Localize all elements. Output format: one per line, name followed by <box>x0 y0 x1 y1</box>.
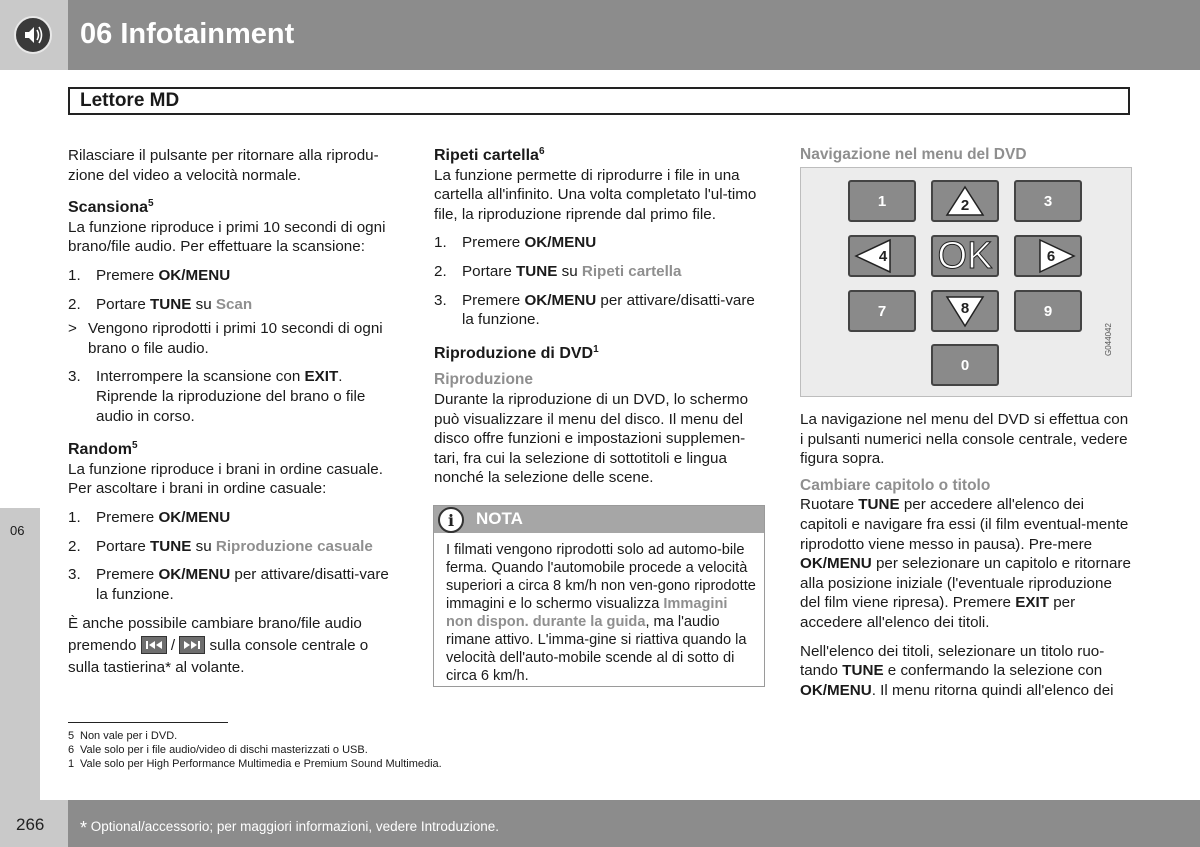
section-frame <box>68 87 1130 115</box>
scan-step-2: 2. Portare TUNE su Scan <box>68 295 253 313</box>
intro-paragraph: Rilasciare il pulsante per ritornare alla riprodu-zione del video a velocità normale. <box>68 147 379 184</box>
key-4-left: 4 <box>848 235 916 277</box>
key-6-right: 6 <box>1014 235 1082 277</box>
scan-substep: > Vengono riprodotti i primi 10 secondi di ogni brano o file audio. <box>68 320 383 357</box>
titles-text: Nell'elenco dei titoli, selezionare un titolo ruo-tando TUNE e confermando la selezione con OK/MENU. Il menu ritorna quindi all'elenco dei <box>800 642 1114 699</box>
random-text: La funzione riproduce i brani in ordine casuale. Per ascoltare i brani in ordine casuale: <box>68 460 383 498</box>
key-7: 7 <box>848 290 916 332</box>
change-text: Ruotare TUNE per accedere all'elenco dei capitoli e navigare fra essi (il film eventual-mente riprodotto viene messo in pausa). Pre-mere OK/MENU per selezionare un capitolo e ritornare alla posizione iniziale (l'eventuale riproduzione del film viene ripresa). Premere EXIT per accedere all'elenco dei titoli. <box>800 496 1131 631</box>
repeat-step-1: 1. Premere OK/MENU <box>434 234 597 252</box>
footnote-5: 5 Non vale per i DVD. <box>68 730 178 742</box>
nav-text: La navigazione nel menu del DVD si effettua con i pulsanti numerici nella console centrale, vedere figura sopra. <box>800 411 1129 468</box>
footer-note: * Optional/accessorio; per maggiori informazioni, vedere Introduzione. <box>80 818 499 838</box>
chapter-title: 06 Infotainment <box>80 18 295 50</box>
key-1: 1 <box>848 180 916 222</box>
footnote-rule <box>68 722 228 723</box>
repeat-step-3: 3. Premere OK/MENU per attivare/disatti-vare la funzione. <box>434 291 755 329</box>
speaker-icon <box>14 16 52 54</box>
key-9: 9 <box>1014 290 1082 332</box>
chapter-tab-label: 06 <box>10 523 25 538</box>
key-8-down: 8 <box>931 290 999 332</box>
scan-text: La funzione riproduce i primi 10 secondi di ogni brano/file audio. Per effettuare la scansione: <box>68 218 386 256</box>
footnote-6: 6 Vale solo per i file audio/video di dischi masterizzati o USB. <box>68 744 368 756</box>
key-2-up: 2 <box>931 180 999 222</box>
column-3 <box>800 410 1135 700</box>
random-step-2: 2. Portare TUNE su Riproduzione casuale <box>68 537 373 555</box>
scan-step-1: 1. Premere OK/MENU <box>68 266 231 284</box>
key-ok: OK <box>931 235 999 277</box>
footnote-1: 1 Vale solo per High Performance Multimedia e Premium Sound Multimedia. <box>68 758 442 770</box>
random-step-3: 3. Premere OK/MENU per attivare/disatti-vare la funzione. <box>68 566 389 603</box>
nav-heading: Navigazione nel menu del DVD <box>800 146 1027 163</box>
dvd-text: Durante la riproduzione di un DVD, lo schermo può visualizzare il menu del disco. Il menu del disco offre funzioni e impostazioni supplemen-tari, fra cui la selezione di sottotitoli e lingua nonché la selezione delle scene. <box>434 390 749 487</box>
skip-paragraph: È anche possibile cambiare brano/file audio premendo / sulla console centrale o sulla tastierina* al volante. <box>68 615 369 677</box>
page-number: 266 <box>16 815 45 834</box>
repeat-step-2: 2. Portare TUNE su Ripeti cartella <box>434 262 682 280</box>
section-title: Lettore MD <box>80 90 180 111</box>
note-text: I filmati vengono riprodotti solo ad automo-bile ferma. Quando l'automobile procede a velocità superiori a circa 8 km/h non ven-gono riprodotte immagini e lo schermo visualizza Immagini non dispon. durante la guida, ma l'audio rimane attivo. L'imma-gine si riattiva quando la velocità dell'auto-mobile scende al di sotto di circa 6 km/h. <box>446 542 756 684</box>
change-heading: Cambiare capitolo o titolo <box>800 476 991 494</box>
figure-code: G044042 <box>1104 323 1113 356</box>
repeat-heading: Ripeti cartella$^6$ <box>434 146 545 164</box>
chapter-side-tab <box>0 508 40 800</box>
scan-step-3: 3. Interrompere la scansione con EXIT. Riprende la riproduzione del brano o file audio in corso. <box>68 368 366 425</box>
random-step-1: 1. Premere OK/MENU <box>68 508 231 526</box>
key-0: 0 <box>931 344 999 386</box>
column-2 <box>434 146 769 488</box>
note-title: NOTA <box>476 509 523 528</box>
random-heading: Random$^5$ <box>68 440 138 459</box>
skip-forward-icon <box>179 636 205 654</box>
column-1 <box>68 146 403 679</box>
dvd-heading: Riproduzione di DVD$^1$ <box>434 343 599 362</box>
skip-back-icon <box>141 636 167 654</box>
repeat-text: La funzione permette di riprodurre i file in una cartella all'infinito. Una volta completato l'ul-timo file, la riproduzione riprende dal primo file. <box>434 166 757 223</box>
keypad-figure <box>800 167 1132 397</box>
dvd-subheading: Riproduzione <box>434 371 534 389</box>
scan-heading: Scansiona$^5$ <box>68 198 154 217</box>
info-icon: i <box>438 507 464 533</box>
key-3: 3 <box>1014 180 1082 222</box>
